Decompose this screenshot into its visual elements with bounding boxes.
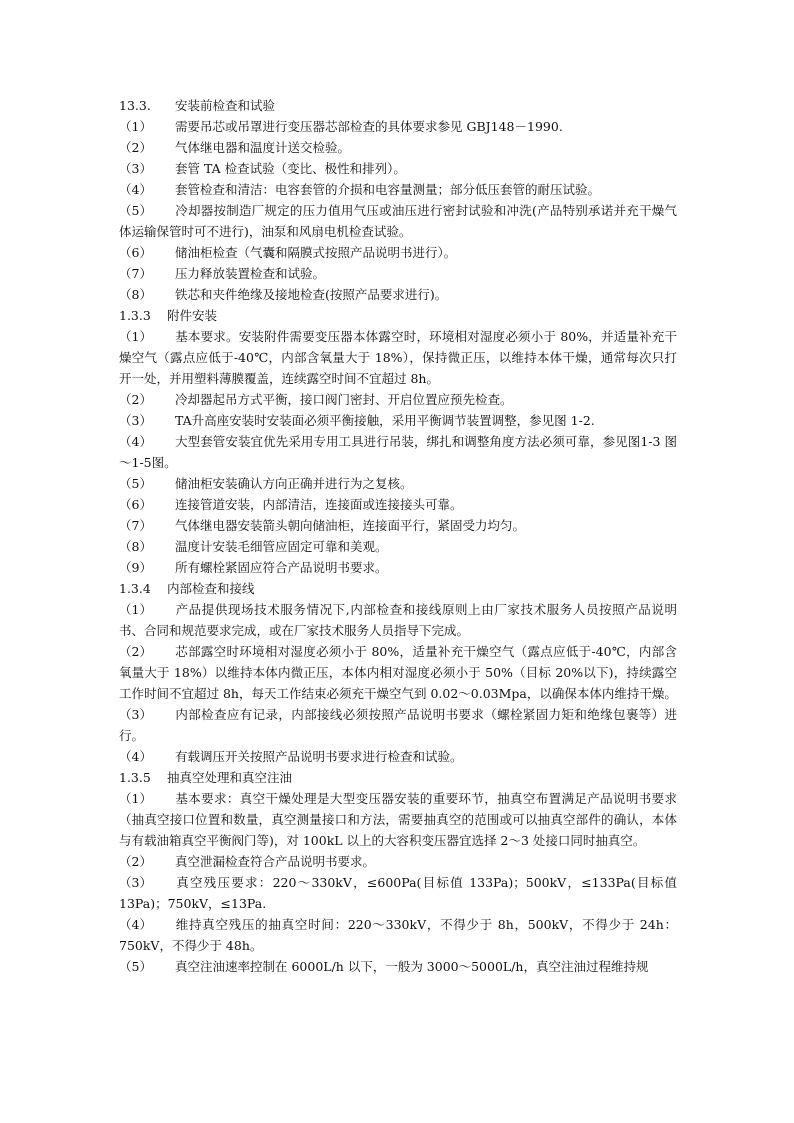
item-text: 附件安装: [167, 308, 218, 323]
list-item: [119, 158, 677, 179]
item-number: （8）: [119, 539, 152, 554]
list-item: [119, 746, 677, 767]
item-text: 产品提供现场技术服务情况下,内部检查和接线原则上由厂家技术服务人员按照产品说明书、合同和规范要求完成，或在厂家技术服务人员指导下完成。: [119, 602, 677, 638]
item-number: （2）: [119, 140, 152, 155]
item-number: （6）: [119, 245, 152, 260]
item-number: （6）: [119, 497, 152, 512]
item-text: 维持真空残压的抽真空时间：220～330kV，不得少于 8h，500kV，不得少于 24h：750kV，不得少于 48h。: [119, 917, 677, 953]
item-number: （1）: [119, 602, 152, 617]
item-text: 真空注油速率控制在 6000L/h 以下，一般为 3000～5000L/h，真空注油过程维持规: [175, 959, 649, 974]
item-number: （4）: [119, 749, 152, 764]
item-text: 储油柜安装确认方向正确并进行为之复核。: [175, 476, 413, 491]
list-item: [119, 557, 677, 578]
item-number: （9）: [119, 560, 152, 575]
list-item: [119, 410, 677, 431]
list-item: [119, 116, 677, 137]
list-item: [119, 872, 677, 914]
list-item: [119, 326, 677, 389]
section-heading: [119, 305, 677, 326]
document-page: [119, 95, 677, 977]
item-number: （5）: [119, 959, 152, 974]
item-text: 温度计安装毛细管应固定可靠和美观。: [175, 539, 388, 554]
item-text: 基本要求。安装附件需要变压器本体露空时，环境相对湿度必须小于 80%，并适量补充干燥空气（露点应低于-40℃，内部含氧量大于 18%），保持微正压，以维持本体干燥，通常每次只打开一处，并用塑料薄膜覆盖，连续露空时间不宜超过 8h。: [119, 329, 677, 386]
list-item: [119, 179, 677, 200]
item-number: 1.3.4: [119, 581, 151, 596]
item-number: （1）: [119, 329, 152, 344]
item-number: （4）: [119, 182, 152, 197]
item-text: 套管检查和清洁：电容套管的介损和电容量测量；部分低压套管的耐压试验。: [175, 182, 601, 197]
item-number: （1）: [119, 791, 152, 806]
item-text: 冷却器起吊方式平衡，接口阀门密封、开启位置应预先检查。: [175, 392, 513, 407]
item-text: 真空泄漏检查符合产品说明书要求。: [175, 854, 376, 869]
item-number: （3）: [119, 875, 152, 890]
item-number: 13.3.: [119, 98, 151, 113]
item-text: 套管 TA 检查试验（变比、极性和排列）。: [175, 161, 406, 176]
list-item: [119, 956, 677, 977]
item-number: 1.3.3: [119, 308, 151, 323]
item-text: TA升高座安装时安装面必须平衡接触，采用平衡调节装置调整，参见图 1-2.: [175, 413, 595, 428]
item-text: 气体继电器和温度计送交检验。: [175, 140, 351, 155]
list-item: [119, 263, 677, 284]
item-text: 有载调压开关按照产品说明书要求进行检查和试验。: [175, 749, 463, 764]
list-item: [119, 599, 677, 641]
section-heading: [119, 95, 677, 116]
item-text: 基本要求：真空干燥处理是大型变压器安装的重要环节，抽真空布置满足产品说明书要求（抽真空接口位置和数量，真空测量接口和方法，需要抽真空的范围或可以抽真空部件的确认，本体与有载油箱真空平衡阀门等)，对 100kL 以上的大容积变压器宜选择 2～3 处接口同时抽真空。: [119, 791, 677, 848]
section-heading: [119, 578, 677, 599]
item-number: （8）: [119, 287, 152, 302]
list-item: [119, 851, 677, 872]
item-text: 芯部露空时环境相对湿度必须小于 80%，适量补充干燥空气（露点应低于-40℃，内部含氧量大于 18%）以维持本体内微正压，本体内相对湿度必须小于 50%（目标 20%以下)，持续露空工作时间不宜超过 8h，每天工作结束必须充干燥空气到 0.02～0.03Mpa，以确保本体内维持干燥。: [119, 644, 677, 701]
item-number: （5）: [119, 476, 152, 491]
list-item: [119, 494, 677, 515]
section-heading: [119, 767, 677, 788]
item-number: （7）: [119, 518, 152, 533]
item-text: 内部检查应有记录，内部接线必须按照产品说明书要求（螺栓紧固力矩和绝缘包裹等）进行。: [119, 707, 677, 743]
item-text: 需要吊芯或吊罩进行变压器芯部检查的具体要求参见 GBJ148－1990.: [175, 119, 563, 134]
item-text: 大型套管安装宜优先采用专用工具进行吊装，绑扎和调整角度方法必须可靠，参见图1-3 图～1-5图。: [119, 434, 677, 470]
item-text: 压力释放装置检查和试验。: [175, 266, 326, 281]
list-item: [119, 641, 677, 704]
item-text: 抽真空处理和真空注油: [167, 770, 293, 785]
list-item: [119, 200, 677, 242]
list-item: [119, 137, 677, 158]
item-text: 安装前检查和试验: [175, 98, 276, 113]
item-number: （3）: [119, 707, 152, 722]
item-number: （4）: [119, 434, 152, 449]
item-text: 气体继电器安装箭头朝向储油柜，连接面平行，紧固受力均匀。: [175, 518, 526, 533]
list-item: [119, 284, 677, 305]
item-text: 连接管道安装，内部清洁，连接面或连接接头可靠。: [175, 497, 463, 512]
item-number: （7）: [119, 266, 152, 281]
item-number: （3）: [119, 161, 152, 176]
item-number: 1.3.5: [119, 770, 151, 785]
item-text: 内部检查和接线: [167, 581, 255, 596]
item-number: （3）: [119, 413, 152, 428]
list-item: [119, 788, 677, 851]
list-item: [119, 431, 677, 473]
item-text: 铁芯和夹件绝缘及接地检查(按照产品要求进行)。: [175, 287, 448, 302]
item-number: （1）: [119, 119, 152, 134]
item-number: （4）: [119, 917, 152, 932]
list-item: [119, 704, 677, 746]
item-text: 真空残压要求：220～330kV，≤600Pa(目标值 133Pa)；500kV，≤133Pa(目标值 13Pa)；750kV，≤13Pa.: [119, 875, 677, 911]
item-text: 储油柜检查（气囊和隔膜式按照产品说明书进行）。: [175, 245, 457, 260]
list-item: [119, 242, 677, 263]
item-number: （2）: [119, 854, 152, 869]
list-item: [119, 389, 677, 410]
list-item: [119, 536, 677, 557]
item-text: 冷却器按制造厂规定的压力值用气压或油压进行密封试验和冲洗(产品特别承诺并充干燥气体运输保管时可不进行)，油泵和风扇电机检查试验。: [119, 203, 677, 239]
list-item: [119, 515, 677, 536]
item-number: （2）: [119, 644, 152, 659]
item-number: （5）: [119, 203, 152, 218]
list-item: [119, 473, 677, 494]
list-item: [119, 914, 677, 956]
item-number: （2）: [119, 392, 152, 407]
item-text: 所有螺栓紧固应符合产品说明书要求。: [175, 560, 388, 575]
